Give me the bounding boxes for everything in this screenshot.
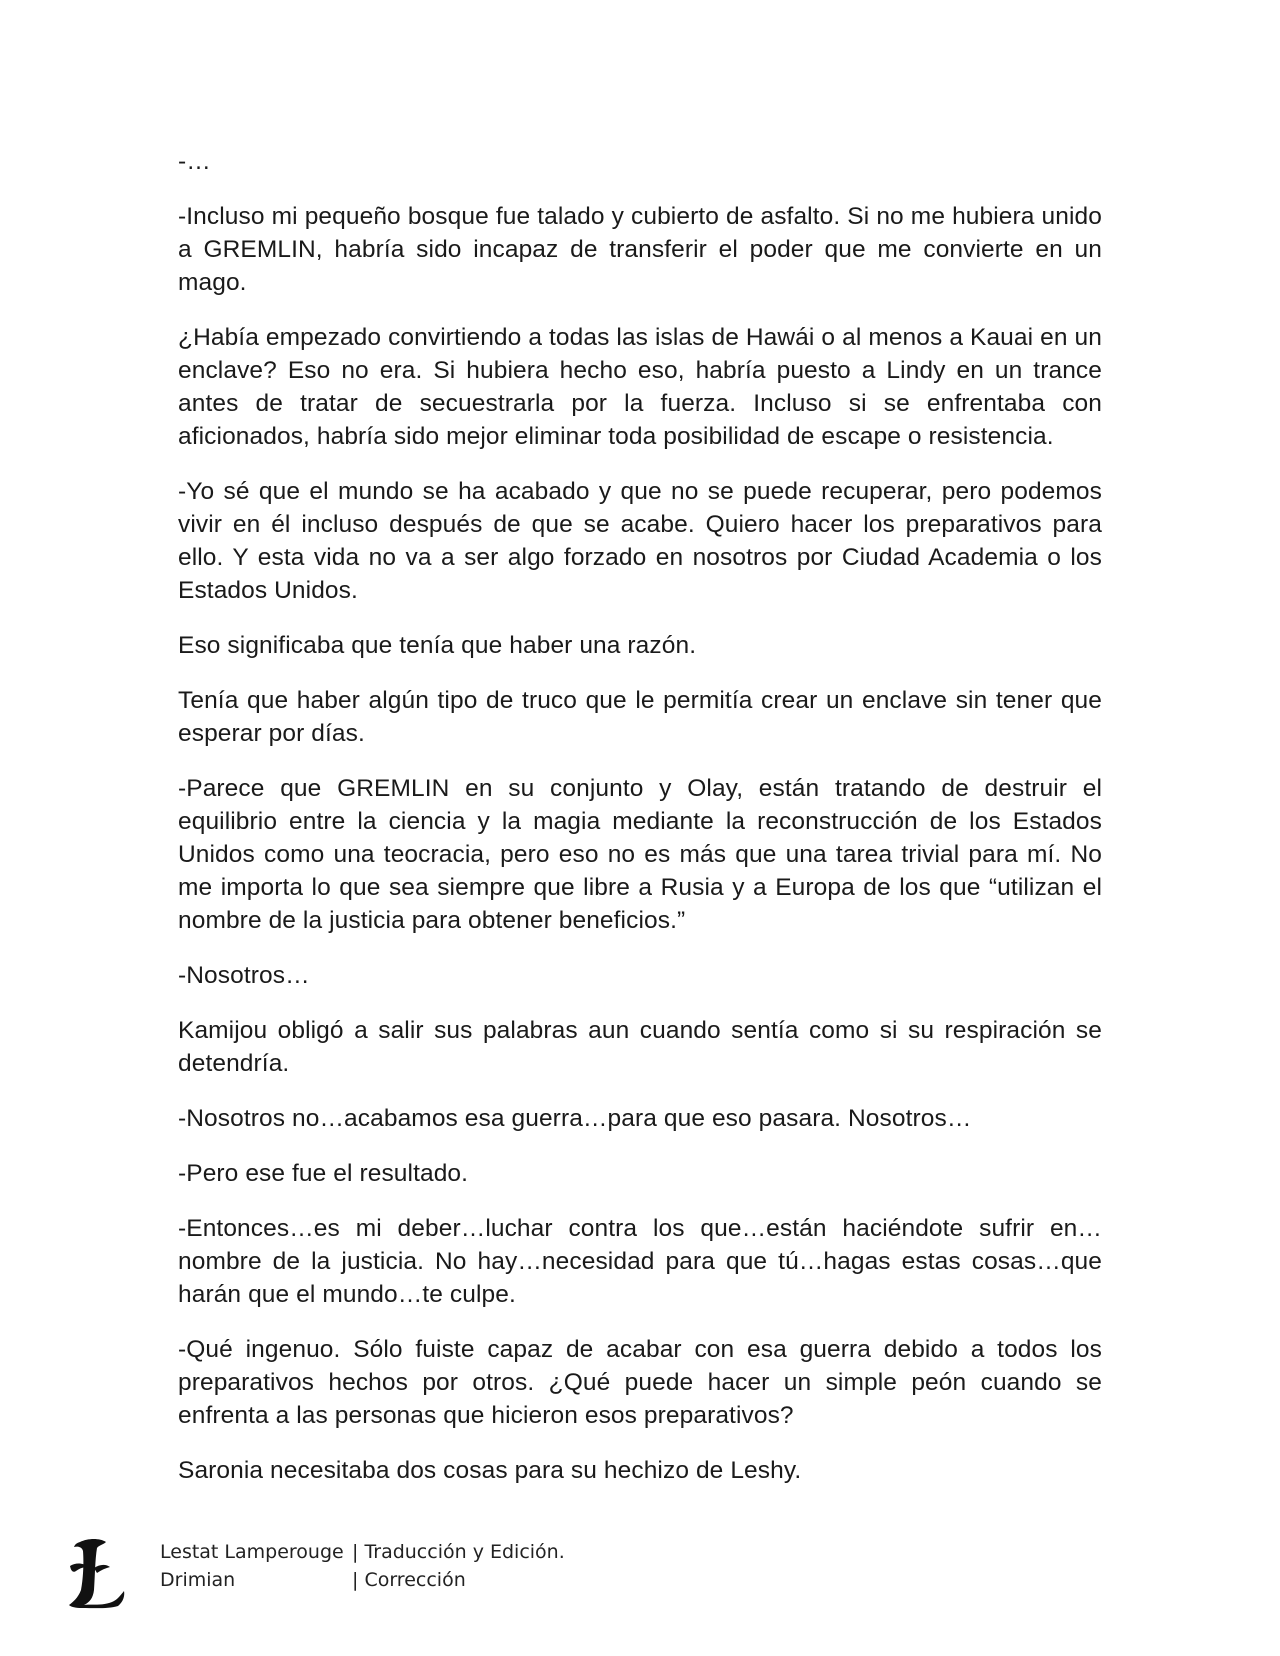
paragraph: -Qué ingenuo. Sólo fuiste capaz de acabar con esa guerra debido a todos los preparativos hechos por otros. ¿Qué puede hacer un simple peón cuando se enfrenta a las personas que hicieron esos preparativos? <box>178 1336 1102 1429</box>
paragraph: Kamijou obligó a salir sus palabras aun cuando sentía como si su respiración se detendría. <box>178 1017 1102 1077</box>
credit-row <box>160 1566 565 1594</box>
paragraph: -Nosotros… <box>178 962 310 989</box>
paragraph: -Incluso mi pequeño bosque fue talado y cubierto de asfalto. Si no me hubiera unido a GREMLIN, habría sido incapaz de transferir el poder que me convierte en un mago. <box>178 203 1102 296</box>
paragraph: Saronia necesitaba dos cosas para su hechizo de Leshy. <box>178 1457 802 1484</box>
page-footer <box>66 1536 766 1616</box>
paragraph: Eso significaba que tenía que haber una razón. <box>178 632 697 659</box>
paragraph: ¿Había empezado convirtiendo a todas las islas de Hawái o al menos a Kauai en un enclave? Eso no era. Si hubiera hecho eso, habría puesto a Lindy en un trance antes de tratar de secuestrarla por la fuerza. Incluso si se enfrentaba con aficionados, habría sido mejor eliminar toda posibilidad de escape o resistencia. <box>178 324 1102 450</box>
gothic-l-logo-icon <box>66 1536 128 1610</box>
paragraph: -Entonces…es mi deber…luchar contra los que…están haciéndote sufrir en…nombre de la justicia. No hay…necesidad para que tú…hagas estas cosas…que harán que el mundo…te culpe. <box>178 1215 1102 1308</box>
credit-role: | Corrección <box>352 1569 466 1591</box>
paragraph: Tenía que haber algún tipo de truco que le permitía crear un enclave sin tener que esperar por días. <box>178 687 1102 747</box>
paragraph: -Nosotros no…acabamos esa guerra…para que eso pasara. Nosotros… <box>178 1105 972 1132</box>
paragraph: -Yo sé que el mundo se ha acabado y que no se puede recuperar, pero podemos vivir en él incluso después de que se acabe. Quiero hacer los preparativos para ello. Y esta vida no va a ser algo forzado en nosotros por Ciudad Academia o los Estados Unidos. <box>178 478 1102 604</box>
page-body <box>178 145 1102 1509</box>
paragraph: -Parece que GREMLIN en su conjunto y Olay, están tratando de destruir el equilibrio entre la ciencia y la magia mediante la reconstrucción de los Estados Unidos como una teocracia, pero eso no es más que una tarea trivial para mí. No me importa lo que sea siempre que libre a Rusia y a Europa de los que “utilizan el nombre de la justicia para obtener beneficios.” <box>178 775 1102 934</box>
paragraph: -Pero ese fue el resultado. <box>178 1160 469 1187</box>
credits <box>160 1538 565 1594</box>
credit-role: | Traducción y Edición. <box>352 1541 565 1563</box>
credit-name: Drimian <box>160 1569 236 1591</box>
paragraph: -… <box>178 148 211 175</box>
credit-row <box>160 1538 565 1566</box>
credit-name: Lestat Lamperouge <box>160 1541 344 1563</box>
